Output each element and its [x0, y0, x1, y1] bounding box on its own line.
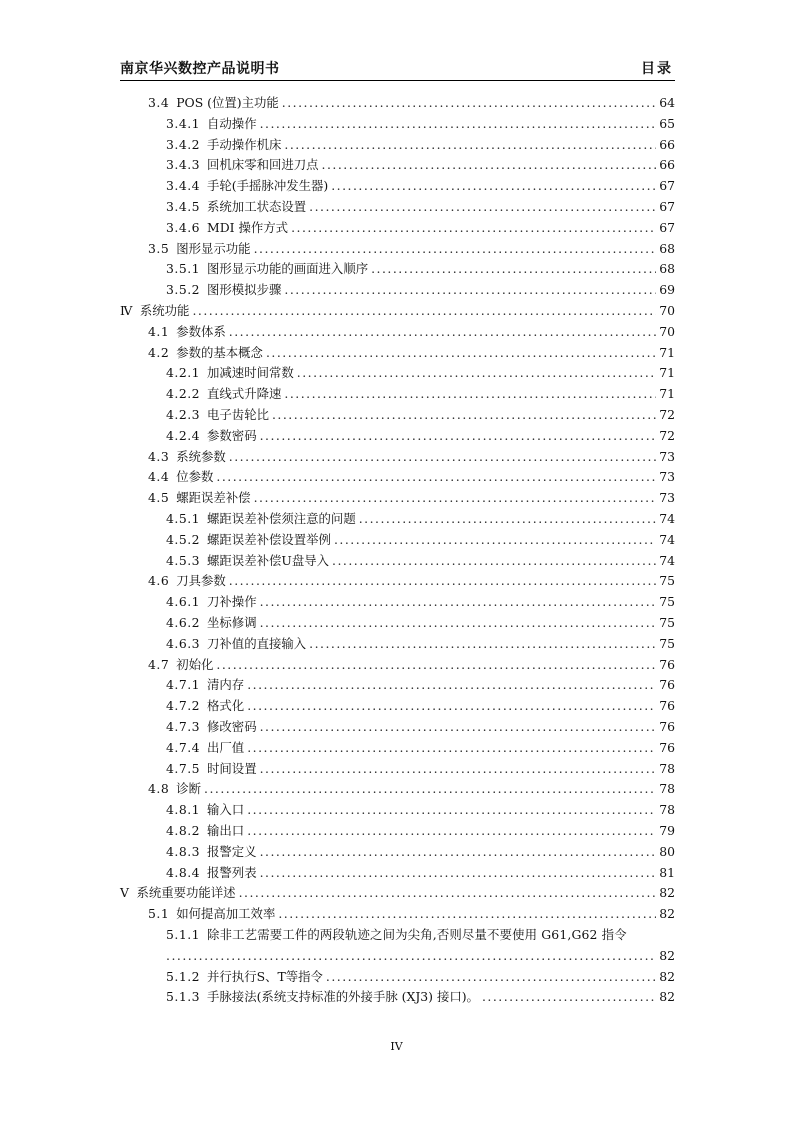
toc-entry[interactable]	[166, 863, 675, 884]
toc-leader-dots	[278, 904, 656, 925]
toc-entry-number: 3.4.2	[166, 136, 201, 152]
toc-entry[interactable]	[166, 613, 675, 634]
toc-entry[interactable]	[166, 738, 675, 759]
toc-leader-dots	[247, 738, 656, 759]
toc-entry[interactable]	[166, 800, 675, 821]
toc-entry-title: 除非工艺需要工件的两段轨迹之间为尖角,否则尽量不要使用 G61,G62 指令	[207, 927, 627, 942]
toc-entry-title: 诊断	[176, 781, 201, 797]
toc-entry-page: 64	[659, 95, 675, 110]
toc-leader-dots	[254, 488, 656, 509]
toc-entry-number: 4.2.1	[166, 365, 201, 381]
toc-entry-title: 自动操作	[207, 115, 257, 131]
toc-entry-number: 4.7	[148, 656, 170, 672]
toc-leader-dots	[254, 239, 656, 260]
toc-entry[interactable]	[166, 405, 675, 426]
toc-leader-dots	[247, 696, 656, 717]
toc-entry-title: 输入口	[207, 802, 245, 818]
toc-entry[interactable]	[166, 759, 675, 780]
toc-entry-number: 4.7.3	[166, 719, 201, 734]
toc-entry-number: 4.8.1	[166, 802, 201, 818]
toc-entry-title: 出厂值	[207, 739, 245, 755]
toc-entry-page: 74	[659, 552, 675, 568]
toc-entry-page: 74	[659, 531, 675, 547]
toc-entry[interactable]	[148, 447, 675, 468]
toc-leader-dots	[282, 93, 656, 114]
toc-entry-title: 报警定义	[207, 843, 257, 859]
toc-entry[interactable]	[148, 655, 675, 676]
toc-entry-title: 参数密码	[207, 427, 257, 443]
toc-entry-page: 75	[659, 635, 675, 651]
toc-entry[interactable]	[166, 696, 675, 717]
toc-entry[interactable]	[166, 259, 675, 280]
toc-entry-page: 71	[659, 344, 675, 360]
toc-entry-page: 73	[659, 490, 675, 506]
toc-entry-number: 4.6.2	[166, 615, 201, 630]
toc-entry[interactable]	[166, 135, 675, 156]
toc-entry[interactable]	[166, 197, 675, 218]
toc-entry-title: 螺距误差补偿U盘导入	[207, 552, 329, 568]
toc-leader-dots	[260, 842, 656, 863]
toc-entry-number: 4.2.2	[166, 386, 201, 402]
toc-entry-number: 4.8.3	[166, 843, 201, 859]
toc-entry-page: 76	[659, 739, 675, 755]
toc-entry-title: 清内存	[207, 677, 245, 693]
toc-entry[interactable]	[166, 426, 675, 447]
toc-entry-title: 系统加工状态设置	[207, 199, 307, 214]
toc-entry-number: 4.7.1	[166, 677, 201, 693]
toc-entry-number: 3.4	[148, 95, 170, 110]
toc-leader-dots	[260, 613, 656, 634]
toc-entry[interactable]	[166, 509, 675, 530]
toc-entry[interactable]	[148, 779, 675, 800]
toc-leader-dots	[284, 384, 656, 405]
toc-entry-title: 图形模拟步骤	[207, 282, 282, 298]
toc-entry[interactable]	[166, 987, 675, 1008]
toc-leader-dots	[297, 363, 656, 384]
toc-entry-title: POS (位置)主功能	[176, 95, 279, 110]
toc-entry-title: 螺距误差补偿设置举例	[207, 531, 331, 547]
toc-entry-title: 刀补值的直接输入	[207, 635, 307, 651]
toc-entry-number: 5.1	[148, 906, 170, 922]
toc-leader-dots	[260, 759, 656, 780]
toc-leader-dots	[260, 717, 656, 738]
toc-entry[interactable]	[148, 239, 675, 260]
toc-leader-dots	[260, 592, 656, 613]
toc-entry-page: 81	[659, 864, 675, 880]
toc-leader-dots	[284, 135, 656, 156]
toc-leader-dots	[322, 155, 656, 176]
toc-entry-number: 4.2.4	[166, 427, 201, 443]
toc-entry-number: 5.1.2	[166, 968, 201, 984]
toc-leader-dots	[229, 322, 656, 343]
toc-entry-title: 位参数	[176, 469, 214, 485]
toc-leader-dots	[371, 259, 656, 280]
toc-entry-page: 68	[659, 240, 675, 256]
toc-entry-number: 3.4.4	[166, 178, 201, 194]
toc-entry-title: 直线式升降速	[207, 386, 282, 402]
toc-entry-title: 时间设置	[207, 760, 257, 776]
toc-entry-number: 4.5.2	[166, 531, 201, 547]
toc-entry-number: 4.5	[148, 490, 170, 506]
toc-entry[interactable]	[148, 322, 675, 343]
toc-leader-dots	[204, 779, 656, 800]
toc-entry-title: 参数的基本概念	[176, 344, 263, 360]
toc-entry-title: 并行执行S、T等指令	[207, 968, 323, 984]
toc-entry-number: 4.5.1	[166, 511, 201, 526]
toc-entry-page: 66	[659, 136, 675, 152]
toc-entry-number: 4.2	[148, 344, 170, 360]
toc-entry-number: 3.5.1	[166, 261, 201, 277]
toc-entry-title: 图形显示功能的画面进入顺序	[207, 261, 369, 277]
toc-leader-dots	[332, 551, 656, 572]
toc-entry-title: 手动操作机床	[207, 136, 282, 152]
toc-leader-dots	[260, 863, 656, 884]
toc-entry-page: 74	[659, 511, 675, 526]
toc-entry-page: 75	[659, 573, 675, 589]
toc-entry-number: 3.4.3	[166, 157, 201, 173]
toc-entry-title: 输出口	[207, 823, 245, 838]
toc-entry[interactable]	[166, 842, 675, 863]
toc-leader-dots	[166, 946, 656, 967]
toc-leader-dots	[359, 509, 656, 530]
toc-leader-dots	[247, 675, 656, 696]
toc-entry-number: 4.8.2	[166, 823, 201, 838]
toc-entry-title: 螺距误差补偿	[176, 490, 251, 506]
toc-entry-number: 4.7.5	[166, 760, 201, 776]
page-header	[120, 58, 675, 81]
toc-entry-title: 手轮(手摇脉冲发生器)	[207, 178, 329, 194]
toc-entry-title: 坐标修调	[207, 615, 257, 630]
toc-entry-number: 3.4.1	[166, 115, 201, 131]
toc-entry[interactable]	[148, 571, 675, 592]
toc-entry[interactable]	[148, 467, 675, 488]
toc-entry[interactable]	[166, 675, 675, 696]
toc-entry[interactable]	[120, 301, 675, 322]
toc-leader-dots	[216, 655, 656, 676]
toc-entry-page: 68	[659, 261, 675, 277]
toc-entry[interactable]	[166, 717, 675, 738]
toc-entry-page: 70	[659, 323, 675, 339]
toc-entry[interactable]	[166, 821, 675, 842]
toc-entry-title: 初始化	[176, 656, 214, 672]
toc-entry-page: 70	[659, 303, 675, 318]
toc-entry-page: 79	[659, 823, 675, 838]
toc-entry-page: 76	[659, 698, 675, 714]
toc-entry-number: 4.2.3	[166, 407, 201, 422]
toc-entry-title: 手脉接法(系统支持标准的外接手脉 (XJ3) 接口)。	[207, 989, 479, 1005]
toc-entry-title: 刀具参数	[176, 573, 226, 589]
toc-entry-page: 67	[659, 219, 675, 235]
toc-entry[interactable]	[166, 363, 675, 384]
toc-entry[interactable]	[166, 176, 675, 197]
toc-entry-number: 4.5.3	[166, 552, 201, 568]
toc-entry-number: 4.6	[148, 573, 170, 589]
toc-entry[interactable]	[148, 488, 675, 509]
toc-leader-dots	[247, 800, 656, 821]
toc-entry[interactable]	[166, 114, 675, 135]
toc-leader-dots	[291, 218, 656, 239]
toc-entry[interactable]	[166, 384, 675, 405]
toc-leader-dots	[260, 114, 656, 135]
toc-entry-page: 69	[659, 282, 675, 298]
toc-leader-dots	[309, 634, 656, 655]
toc-entry-page: 82	[659, 885, 675, 901]
toc-leader-dots	[326, 967, 656, 988]
toc-entry-page: 66	[659, 157, 675, 173]
toc-entry[interactable]	[166, 592, 675, 613]
toc-entry-page: 71	[659, 365, 675, 381]
toc-entry-page: 76	[659, 656, 675, 672]
toc-entry-title: 电子齿轮比	[207, 407, 269, 422]
document-title: 南京华兴数控产品说明书	[120, 61, 280, 77]
toc-entry[interactable]	[166, 280, 675, 301]
toc-entry-page: 72	[659, 407, 675, 422]
toc-entry[interactable]	[166, 155, 675, 176]
toc-entry-page: 67	[659, 178, 675, 194]
toc-entry-page: 82	[659, 947, 675, 963]
toc-entry-number: 4.4	[148, 469, 170, 485]
toc-entry[interactable]	[166, 551, 675, 572]
toc-entry[interactable]	[148, 343, 675, 364]
toc-entry-number: 5.1.1	[166, 927, 201, 942]
toc-entry-page: 73	[659, 469, 675, 485]
toc-leader-dots	[239, 883, 656, 904]
toc-entry-number: 5.1.3	[166, 989, 201, 1005]
toc-entry-title: 参数体系	[176, 323, 226, 339]
section-title: 目录	[641, 61, 673, 77]
toc-entry-page: 78	[659, 760, 675, 776]
toc-entry-page: 73	[659, 448, 675, 464]
toc-entry-title: 格式化	[207, 698, 245, 714]
toc-entry-title: 系统参数	[176, 448, 226, 464]
toc-entry-title: 图形显示功能	[176, 240, 251, 256]
toc-entry[interactable]	[166, 967, 675, 988]
toc-entry[interactable]	[166, 530, 675, 551]
toc-entry-page: 80	[659, 843, 675, 859]
toc-entry-number: Ⅳ	[120, 303, 133, 318]
toc-entry[interactable]	[166, 925, 675, 946]
toc-entry-number: Ⅴ	[120, 885, 130, 901]
toc-entry-page: 75	[659, 594, 675, 610]
toc-entry-title: 系统重要功能详述	[136, 885, 236, 901]
toc-entry-number: 3.5.2	[166, 282, 201, 298]
toc-entry-page: 65	[659, 115, 675, 131]
toc-entry-number: 4.8.4	[166, 864, 201, 880]
toc-entry-page: 78	[659, 781, 675, 797]
toc-entry-title: 系统功能	[139, 303, 190, 318]
toc-entry-title: 螺距误差补偿须注意的问题	[207, 511, 356, 526]
toc-leader-dots	[272, 405, 656, 426]
toc-entry-title: 报警列表	[207, 864, 257, 880]
toc-entry-number: 4.7.4	[166, 739, 201, 755]
toc-entry-number: 4.8	[148, 781, 170, 797]
toc-entry-page: 76	[659, 677, 675, 693]
toc-leader-dots	[192, 301, 656, 322]
toc-entry-title: MDI 操作方式	[207, 219, 289, 235]
toc-leader-dots	[309, 197, 656, 218]
toc-leader-dots	[229, 447, 656, 468]
toc-entry-title: 加减速时间常数	[207, 365, 294, 381]
toc-leader-dots	[284, 280, 656, 301]
toc-entry-number: 4.6.3	[166, 635, 201, 651]
toc-entry-page: 82	[659, 989, 675, 1005]
toc-entry[interactable]	[166, 218, 675, 239]
toc-entry[interactable]	[166, 634, 675, 655]
toc-entry-page: 71	[659, 386, 675, 402]
toc-entry-page: 78	[659, 802, 675, 818]
toc-entry-number: 4.3	[148, 448, 170, 464]
toc-leader-dots	[266, 343, 656, 364]
toc-leader-dots	[482, 987, 656, 1008]
toc-leader-dots	[247, 821, 656, 842]
toc-entry-number: 3.4.5	[166, 199, 201, 214]
toc-entry[interactable]	[148, 93, 675, 114]
toc-entry-page: 76	[659, 719, 675, 734]
toc-entry-title: 刀补操作	[207, 594, 257, 610]
toc-entry-page: 82	[659, 906, 675, 922]
toc-entry-page: 67	[659, 199, 675, 214]
toc-leader-dots	[334, 530, 656, 551]
toc-entry-title: 如何提高加工效率	[176, 906, 276, 922]
toc-entry-number: 3.5	[148, 240, 170, 256]
toc-entry[interactable]	[120, 883, 675, 904]
page-number: IV	[390, 1040, 403, 1053]
toc-entry-number: 4.1	[148, 323, 170, 339]
toc-entry-number: 4.7.2	[166, 698, 201, 714]
toc-entry-page: 72	[659, 427, 675, 443]
toc-entry[interactable]	[166, 946, 675, 967]
toc-entry-page: 75	[659, 615, 675, 630]
toc-entry-number: 3.4.6	[166, 219, 201, 235]
toc-entry[interactable]	[148, 904, 675, 925]
toc-entry-page: 82	[659, 968, 675, 984]
toc-entry-title: 修改密码	[207, 719, 257, 734]
toc-entry-number: 4.6.1	[166, 594, 201, 610]
toc-leader-dots	[229, 571, 656, 592]
toc-leader-dots	[331, 176, 656, 197]
toc-entry-title: 回机床零和回进刀点	[207, 157, 319, 173]
toc-leader-dots	[216, 467, 656, 488]
toc-leader-dots	[260, 426, 656, 447]
